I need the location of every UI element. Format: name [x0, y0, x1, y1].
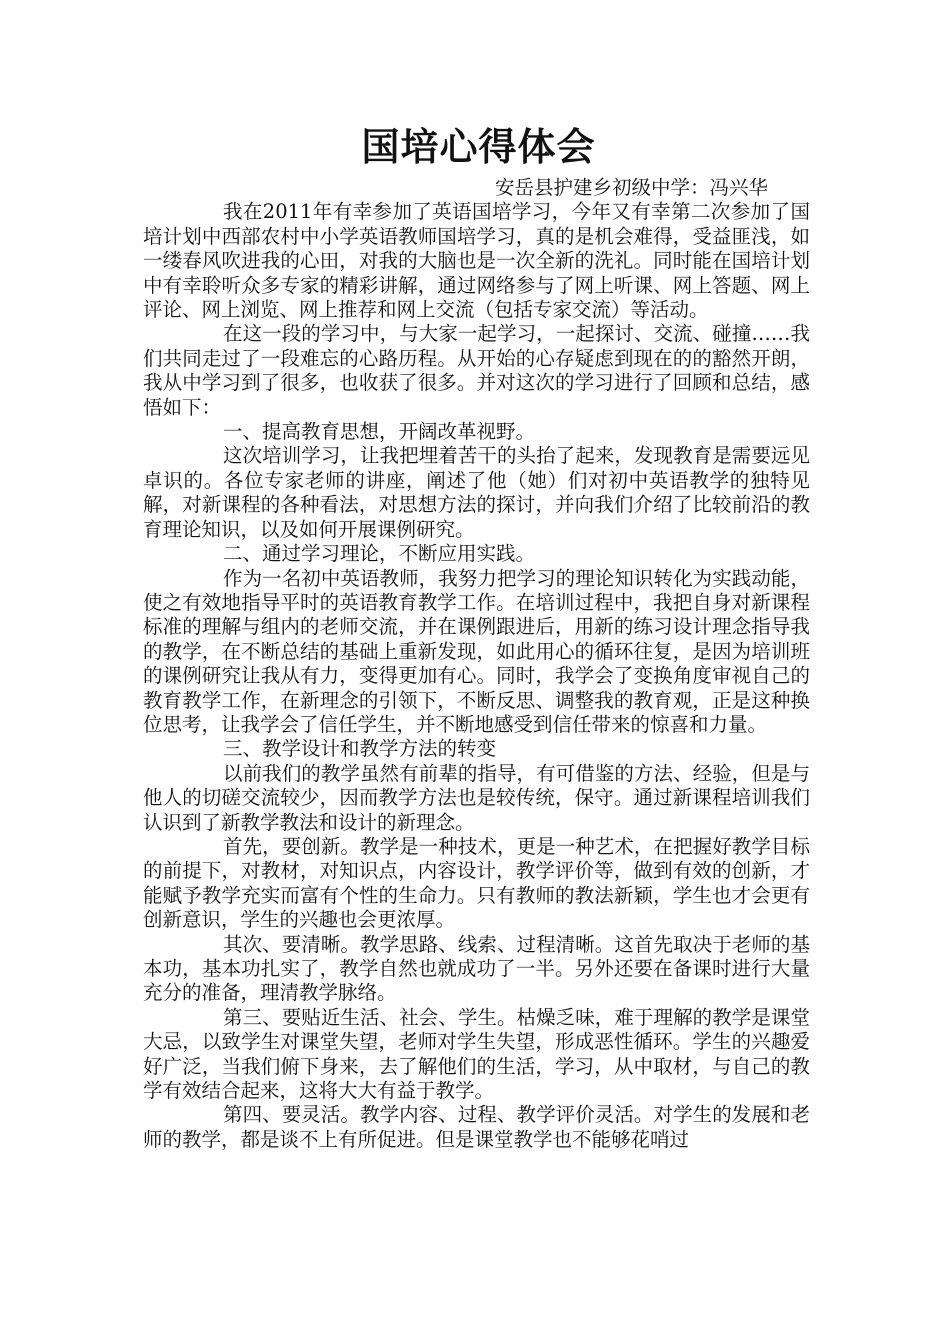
paragraph-intro: 我在2011年有幸参加了英语国培学习，今年又有幸第二次参加了国培计划中西部农村中小学英语教师国培学习，真的是机会难得，受益匪浅，如一缕春风吹进我的心田，对我的大脑也是一次全新的洗礼。同时能在国培计划中有幸聆听众多专家的精彩讲解，通过网络参与了网上听课、网上答题、网上评论、网上浏览、网上推荐和网上交流（包括专家交流）等活动。: [143, 200, 810, 322]
paragraph-clarity: 其次、要清晰。教学思路、线索、过程清晰。这首先取决于老师的基本功，基本功扎实了，教学自然也就成功了一半。另外还要在备课时进行大量充分的准备，理清教学脉络。: [143, 932, 810, 1005]
section-heading-3: 三、教学设计和教学方法的转变: [223, 737, 497, 761]
document-body: [143, 200, 810, 1152]
paragraph-flexibility: 第四、要灵活。教学内容、过程、教学评价灵活。对学生的发展和老师的教学，都是谈不上有所促进。但是课堂教学也不能够花哨过: [143, 1103, 810, 1151]
paragraph-innovation: 首先，要创新。教学是一种技术，更是一种艺术，在把握好教学目标的前提下，对教材，对知识点，内容设计，教学评价等，做到有效的创新，才能赋予教学充实而富有个性的生命力。只有教师的教法新颖，学生也才会更有创新意识，学生的兴趣也会更浓厚。: [143, 834, 810, 932]
paragraph-real-life: 第三、要贴近生活、社会、学生。枯燥乏味，难于理解的教学是课堂大忌，以致学生对课堂失望，老师对学生失望，形成恶性循环。学生的兴趣爱好广泛，当我们俯下身来，去了解他们的生活，学习，从中取材，与自己的教学有效结合起来，这将大大有益于教学。: [143, 1005, 810, 1103]
paragraph-section-2: 作为一名初中英语教师，我努力把学习的理论知识转化为实践动能，使之有效地指导平时的英语教育教学工作。在培训过程中，我把自身对新课程标准的理解与组内的老师交流，并在课例跟进后，用新的练习设计理念指导我的教学，在不断总结的基础上重新发现，如此用心的循环往复，是因为培训班的课例研究让我从有力，变得更加有心。同时，我学会了变换角度审视自己的教育教学工作，在新理念的引领下，不断反思、调整我的教育观，正是这种换位思考，让我学会了信任学生，并不断地感受到信任带来的惊喜和力量。: [143, 566, 810, 736]
section-heading-1: 一、提高教育思想，开阔改革视野。: [223, 420, 536, 444]
paragraph-learning-journey: 在这一段的学习中，与大家一起学习，一起探讨、交流、碰撞……我们共同走过了一段难忘的心路历程。从开始的心存疑虑到现在的的豁然开朗，我从中学习到了很多，也收获了很多。并对这次的学习进行了回顾和总结，感悟如下：: [143, 322, 810, 419]
section-heading-2: 二、通过学习理论，不断应用实践。: [223, 542, 536, 566]
paragraph-section-3: 以前我们的教学虽然有前辈的指导，有可借鉴的方法、经验，但是与他人的切磋交流较少，因而教学方法也是较传统，保守。通过新课程培训我们认识到了新教学教法和设计的新理念。: [143, 761, 810, 834]
document-title: 国培心得体会: [361, 124, 596, 169]
paragraph-section-1: 这次培训学习，让我把埋着苦干的头抬了起来，发现教育是需要远见卓识的。各位专家老师的讲座，阐述了他（她）们对初中英语教学的独特见解，对新课程的各种看法，对思想方法的探讨，并向我们介绍了比较前沿的教育理论知识，以及如何开展课例研究。: [143, 444, 810, 541]
document-page: [143, 118, 810, 1152]
author-line: 安岳县护建乡初级中学：冯兴华: [494, 176, 768, 199]
